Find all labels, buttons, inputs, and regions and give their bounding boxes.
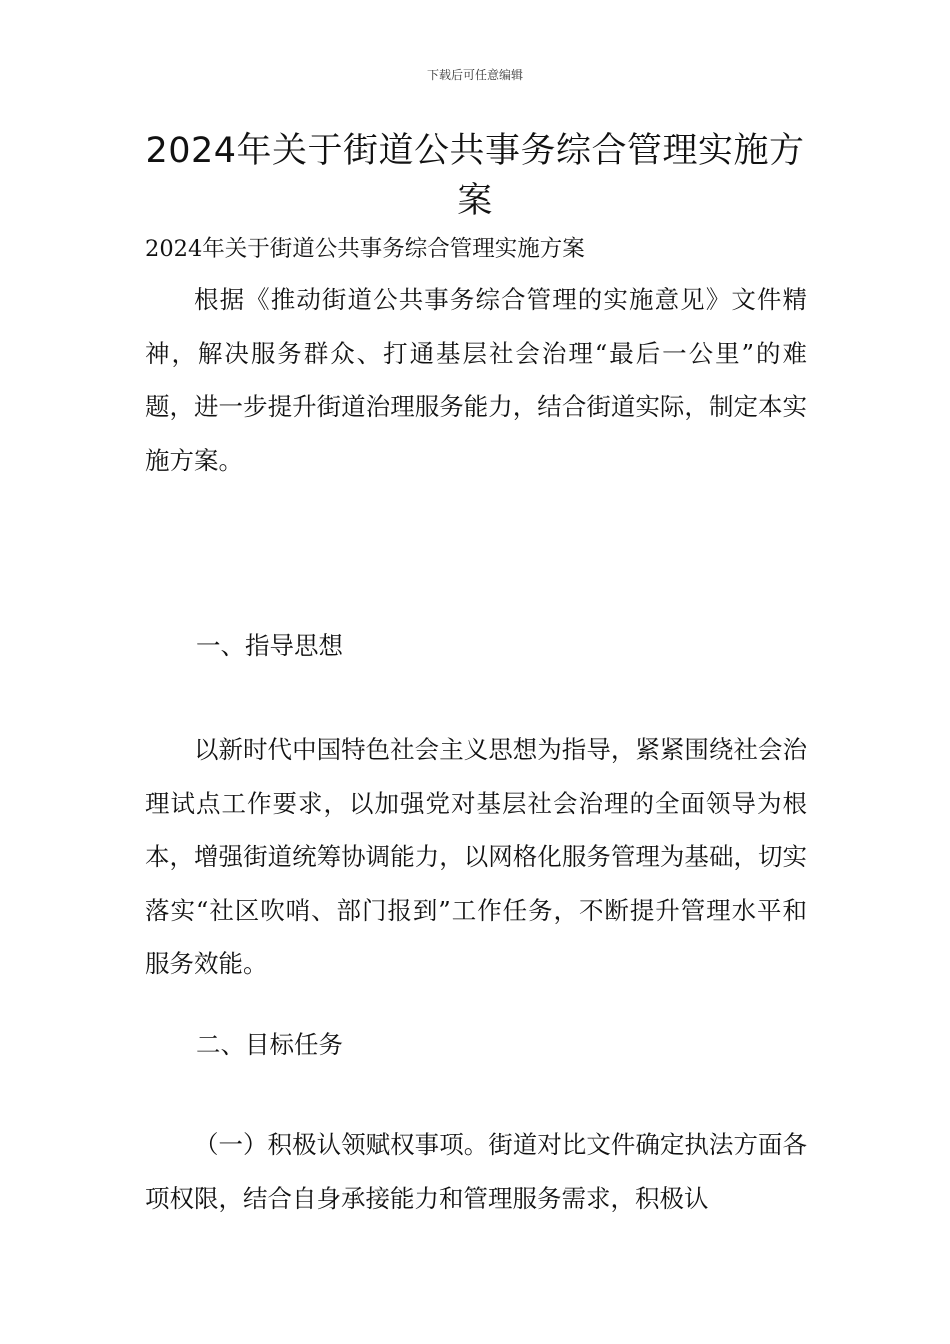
section-paragraph-goals-tasks: （一）积极认领赋权事项。街道对比文件确定执法方面各项权限，结合自身承接能力和管理服务需求，积极认: [145, 1130, 807, 1213]
document-title: 2024年关于街道公共事务综合管理实施方案: [145, 131, 805, 221]
document-subtitle: 2024年关于街道公共事务综合管理实施方案: [145, 236, 585, 262]
section-paragraph-guiding-ideology: 以新时代中国特色社会主义思想为指导，紧紧围绕社会治理试点工作要求，以加强党对基层社会治理的全面领导为根本，增强街道统筹协调能力，以网格化服务管理为基础，切实落实“社区吹哨、部门报到”工作任务，不断提升管理水平和服务效能。: [145, 735, 807, 978]
section-heading-goals-tasks: 二、目标任务: [196, 1030, 343, 1059]
intro-paragraph: 根据《推动街道公共事务综合管理的实施意见》文件精神，解决服务群众、打通基层社会治理“最后一公里”的难题，进一步提升街道治理服务能力，结合街道实际，制定本实施方案。: [145, 285, 807, 475]
header-note: 下载后可任意编辑: [426, 68, 523, 82]
section-heading-guiding-ideology: 一、指导思想: [196, 631, 343, 660]
